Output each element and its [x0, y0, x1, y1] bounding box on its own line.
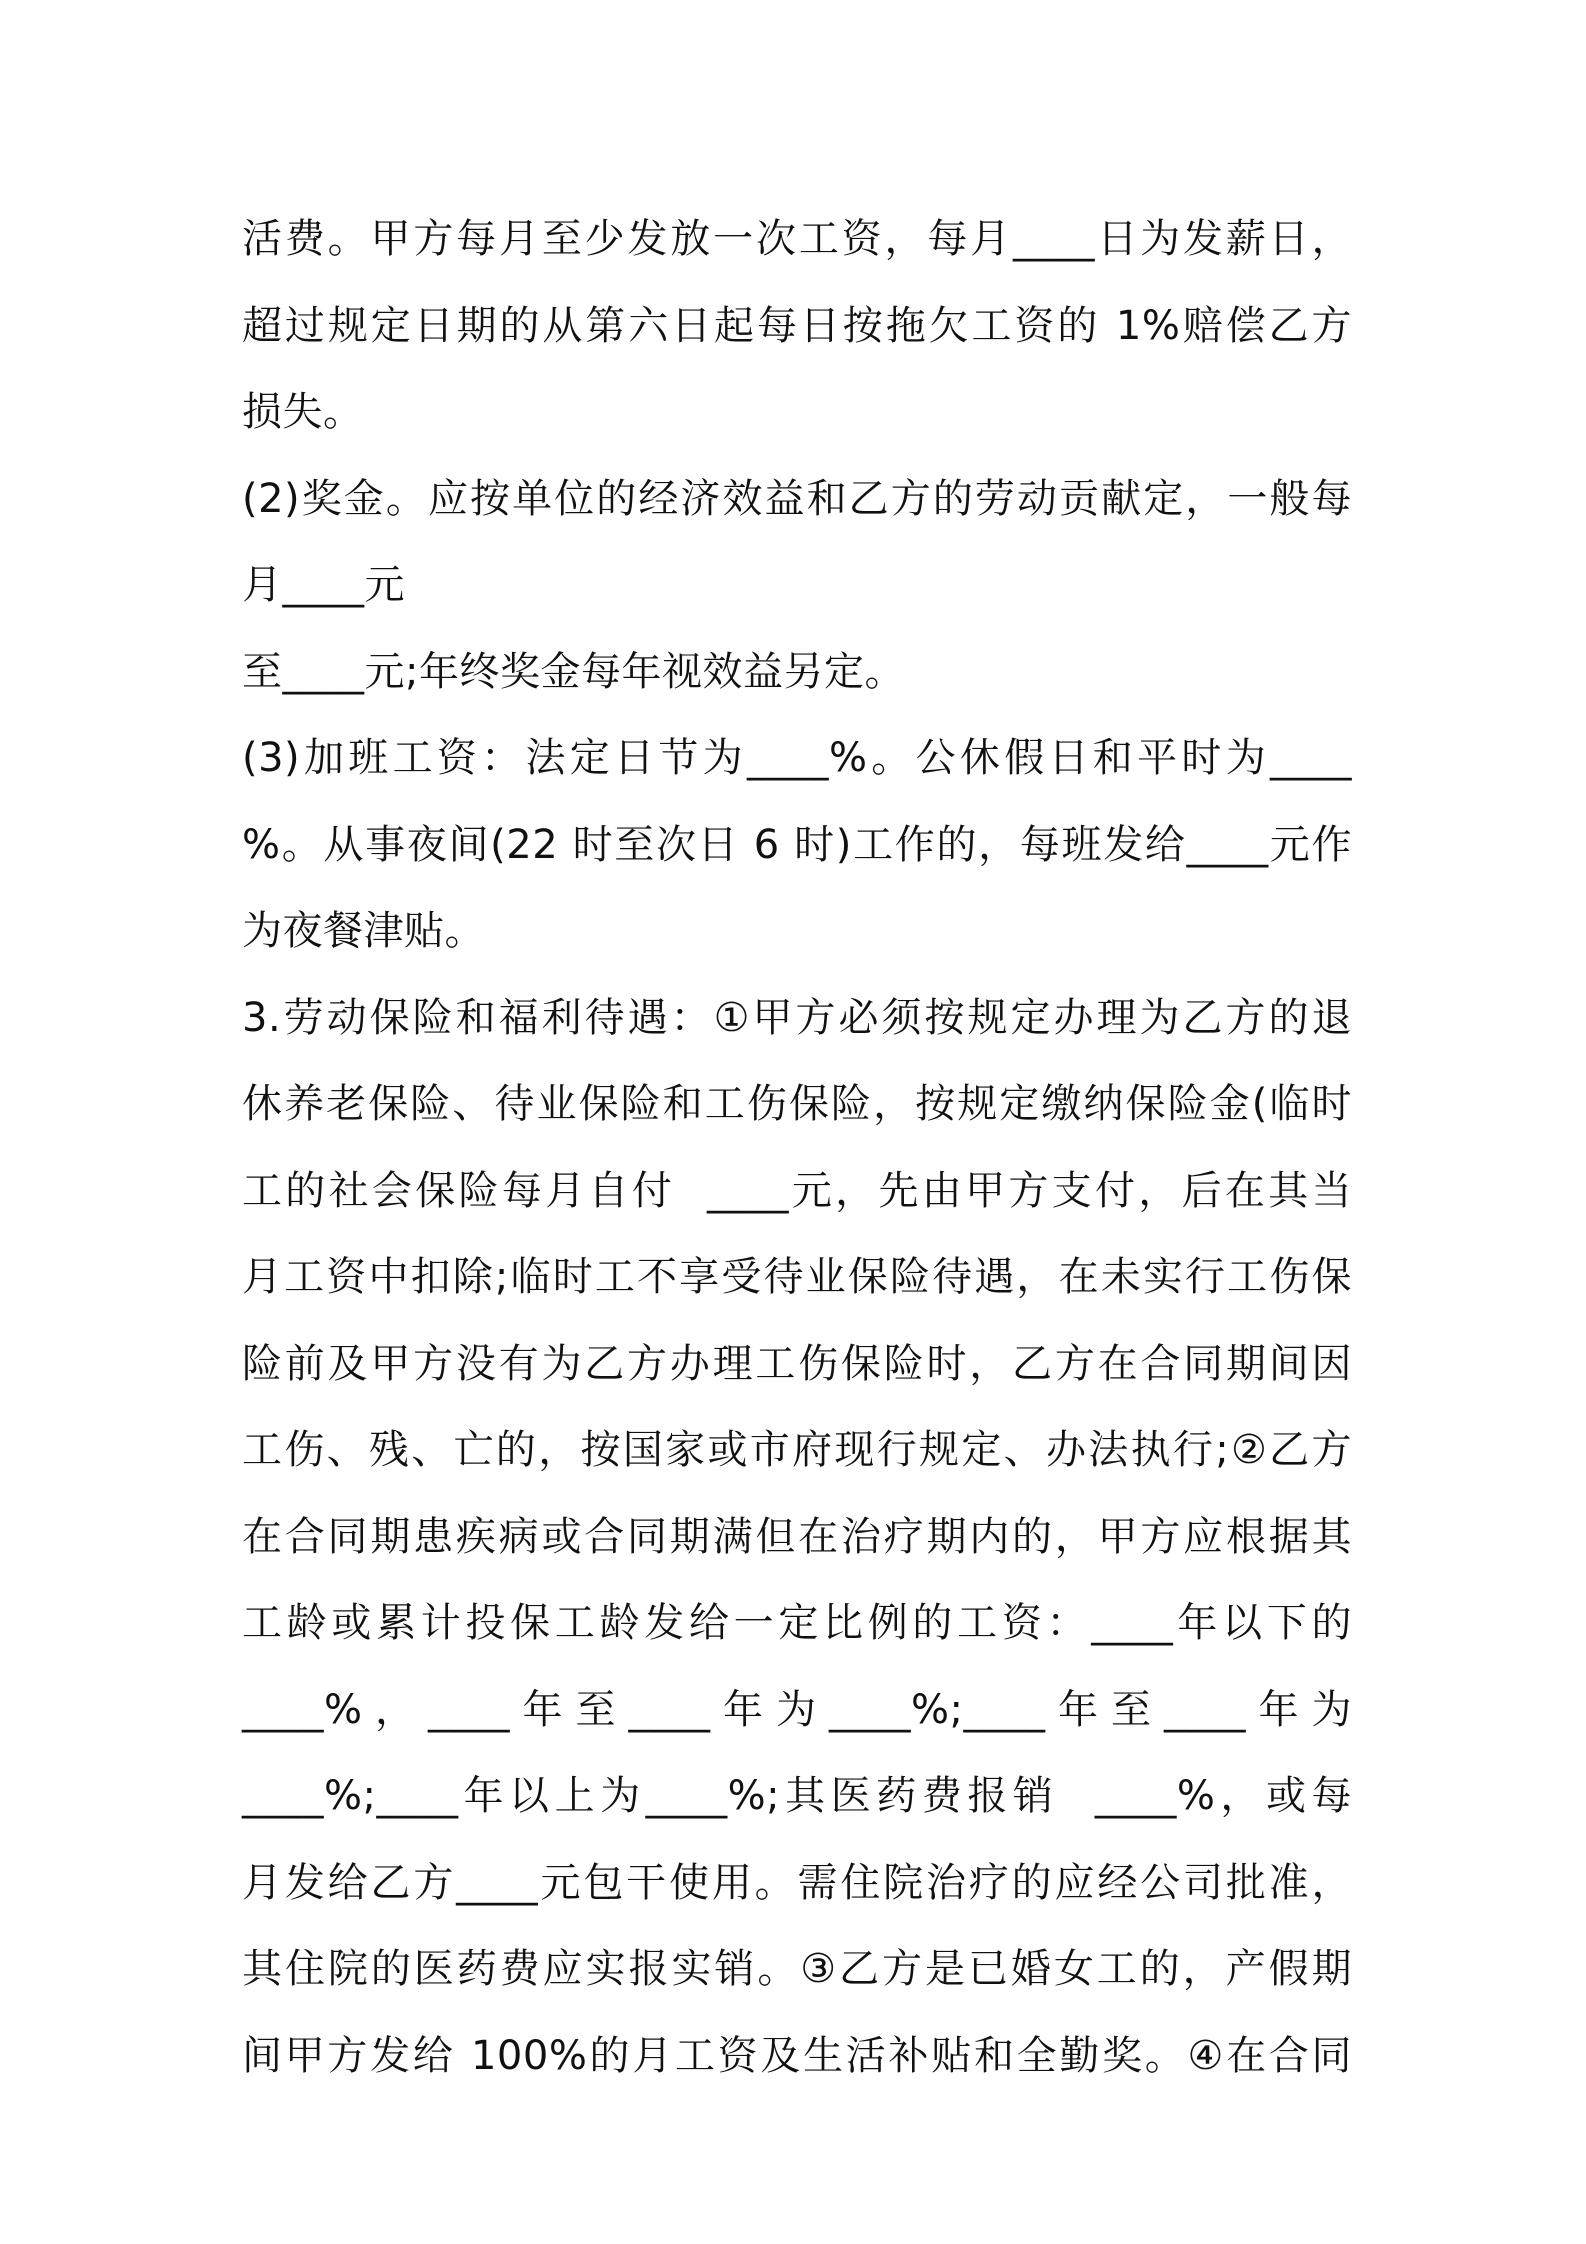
text-line: 其住院的医药费应实报实销。③乙方是已婚女工的，产假期: [242, 1946, 1352, 1992]
text-line: 超过规定日期的从第六日起每日按拖欠工资的 1%赔偿乙方: [242, 302, 1352, 349]
text-line: 损失。: [242, 389, 364, 435]
text-line: 至____元;年终奖金每年视效益另定。: [242, 648, 905, 695]
text-line: (3)加班工资：法定日节为____%。公休假日和平时为____: [242, 735, 1352, 781]
text-line: ____%;____年以上为____%;其医药费报销 ____%，或每: [242, 1773, 1352, 1819]
text-line: 工伤、残、亡的，按国家或市府现行规定、办法执行;②乙方: [242, 1427, 1352, 1473]
text-line: 月工资中扣除;临时工不享受待业保险待遇，在未实行工伤保: [242, 1254, 1352, 1300]
text-line: %。从事夜间(22 时至次日 6 时)工作的，每班发给____元作: [242, 821, 1352, 868]
contract-body-text: [242, 196, 1352, 2099]
text-line: 为夜餐津贴。: [242, 908, 485, 954]
text-line: 月____元: [242, 562, 405, 608]
text-line: 间甲方发给 100%的月工资及生活补贴和全勤奖。④在合同: [242, 2032, 1352, 2079]
text-line: (2)奖金。应按单位的经济效益和乙方的劳动贡献定，一般每: [242, 475, 1352, 522]
text-line: 3.劳动保险和福利待遇：①甲方必须按规定办理为乙方的退: [242, 994, 1352, 1041]
text-line: ____%，____年至____年为____%;____年至____年为: [242, 1686, 1352, 1733]
text-line: 工龄或累计投保工龄发给一定比例的工资：____年以下的: [242, 1600, 1352, 1646]
text-line: 在合同期患疾病或合同期满但在治疗期内的，甲方应根据其: [242, 1513, 1352, 1560]
text-line: 休养老保险、待业保险和工伤保险，按规定缴纳保险金(临时: [242, 1081, 1352, 1127]
text-line: 险前及甲方没有为乙方办理工伤保险时，乙方在合同期间因: [242, 1340, 1352, 1387]
text-line: 工的社会保险每月自付 ____元，先由甲方支付，后在其当: [242, 1167, 1352, 1214]
text-line: 活费。甲方每月至少发放一次工资，每月____日为发薪日，: [242, 216, 1352, 262]
text-line: 月发给乙方____元包干使用。需住院治疗的应经公司批准，: [242, 1859, 1352, 1906]
